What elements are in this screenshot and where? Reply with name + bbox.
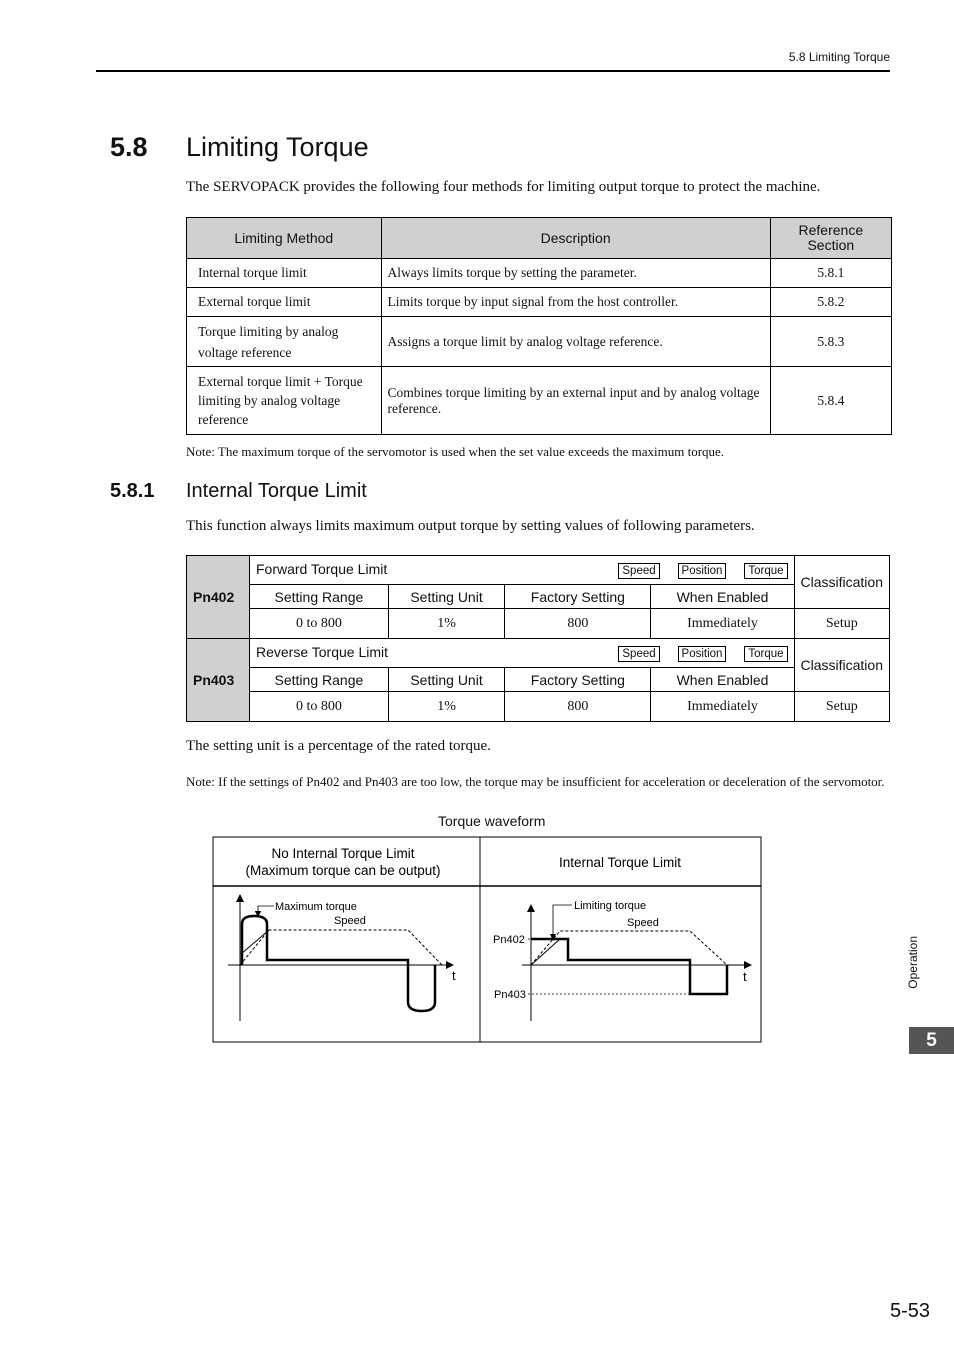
setting-unit-value: 1% <box>388 692 504 722</box>
factory-setting-header: Factory Setting <box>505 668 651 692</box>
mode-badge-position: Position <box>678 646 727 662</box>
limit-torque-pointer <box>553 905 572 937</box>
right-t-label: t <box>743 969 747 984</box>
description-cell: Limits torque by input signal from the host controller. <box>381 288 770 317</box>
method-cell: External torque limit <box>187 288 382 317</box>
subsection-title: Internal Torque Limit <box>186 480 367 502</box>
factory-setting-header: Factory Setting <box>505 585 651 609</box>
setting-range-header: Setting Range <box>250 668 389 692</box>
when-enabled-header: When Enabled <box>651 668 794 692</box>
left-header-line1: No Internal Torque Limit <box>271 846 415 861</box>
pn402-label: Pn402 <box>493 934 525 946</box>
factory-setting-value: 800 <box>505 692 651 722</box>
table-row <box>187 367 892 435</box>
section-number: 5.8 <box>110 132 148 162</box>
mode-badge-torque: Torque <box>744 646 787 662</box>
section-title: Limiting Torque <box>186 132 369 162</box>
col-header-reference: Reference Section <box>770 218 891 259</box>
classification-value: Setup <box>794 692 889 722</box>
classification-label: Classification <box>794 639 889 692</box>
parameter-table <box>186 555 890 722</box>
subsection-number: 5.8.1 <box>110 480 155 502</box>
page-number: 5-53 <box>889 1300 930 1322</box>
reference-cell: 5.8.2 <box>770 288 891 317</box>
section-intro: The SERVOPACK provides the following four methods for limiting output torque to protect the machine. <box>186 179 821 195</box>
left-t-label: t <box>452 968 456 983</box>
setting-range-header: Setting Range <box>250 585 389 609</box>
figure-caption: Torque waveform <box>438 813 546 829</box>
max-torque-pointer <box>258 906 274 914</box>
param-id-pn403: Pn403 <box>187 639 250 722</box>
reference-cell: 5.8.1 <box>770 259 891 288</box>
chapter-badge: 5 <box>909 1027 954 1054</box>
setting-range-value: 0 to 800 <box>250 609 389 639</box>
low-setting-note: Note: If the settings of Pn402 and Pn403 are too low, the torque may be insufficient for acceleration or deceleration of the servomotor. <box>186 774 885 789</box>
left-header-line2: (Maximum torque can be output) <box>245 863 441 878</box>
method-cell: External torque limit + Torque limiting by analog voltage reference <box>187 367 382 435</box>
param-name: Reverse Torque Limit Speed Position Torque <box>250 639 795 668</box>
mode-badge-speed: Speed <box>618 646 659 662</box>
when-enabled-value: Immediately <box>651 692 794 722</box>
method-cell: Internal torque limit <box>187 259 382 288</box>
methods-note: Note: The maximum torque of the servomotor is used when the set value exceeds the maximum torque. <box>186 444 725 459</box>
param-id-pn402: Pn402 <box>187 556 250 639</box>
description-cell: Always limits torque by setting the parameter. <box>381 259 770 288</box>
col-header-method: Limiting Method <box>187 218 382 259</box>
col-header-description: Description <box>381 218 770 259</box>
when-enabled-value: Immediately <box>651 609 794 639</box>
param-name: Forward Torque Limit Speed Position Torque <box>250 556 795 585</box>
classification-label: Classification <box>794 556 889 609</box>
when-enabled-header: When Enabled <box>651 585 794 609</box>
side-tab-label: Operation <box>906 936 920 989</box>
subsection-intro: This function always limits maximum output torque by setting values of following parameters. <box>186 518 755 534</box>
description-cell: Combines torque limiting by an external input and by analog voltage reference. <box>381 367 770 435</box>
mode-badge-position: Position <box>678 563 727 579</box>
unit-note: The setting unit is a percentage of the rated torque. <box>186 738 491 754</box>
methods-table <box>186 217 892 435</box>
reference-cell: 5.8.3 <box>770 317 891 367</box>
mode-badge-speed: Speed <box>618 563 659 579</box>
table-row <box>187 288 892 317</box>
method-cell: Torque limiting by analog voltage reference <box>187 317 382 367</box>
mode-badge-torque: Torque <box>744 563 787 579</box>
right-header: Internal Torque Limit <box>558 855 682 870</box>
torque-waveform-figure <box>212 836 764 1044</box>
table-row <box>187 317 892 367</box>
setting-unit-value: 1% <box>388 609 504 639</box>
right-speed-label: Speed <box>627 917 659 929</box>
setting-range-value: 0 to 800 <box>250 692 389 722</box>
description-cell: Assigns a torque limit by analog voltage reference. <box>381 317 770 367</box>
classification-value: Setup <box>794 609 889 639</box>
running-header: 5.8 Limiting Torque <box>788 50 890 64</box>
right-torque-curve <box>531 939 727 994</box>
limit-torque-label: Limiting torque <box>574 900 647 912</box>
max-torque-label: Maximum torque <box>275 901 357 913</box>
pn403-label: Pn403 <box>494 989 526 1001</box>
left-speed-label: Speed <box>334 915 366 927</box>
factory-setting-value: 800 <box>505 609 651 639</box>
setting-unit-header: Setting Unit <box>388 668 504 692</box>
left-accel-line <box>241 930 269 954</box>
setting-unit-header: Setting Unit <box>388 585 504 609</box>
right-accel-line <box>531 939 560 965</box>
header-rule <box>96 70 890 72</box>
reference-cell: 5.8.4 <box>770 367 891 435</box>
table-row <box>187 259 892 288</box>
